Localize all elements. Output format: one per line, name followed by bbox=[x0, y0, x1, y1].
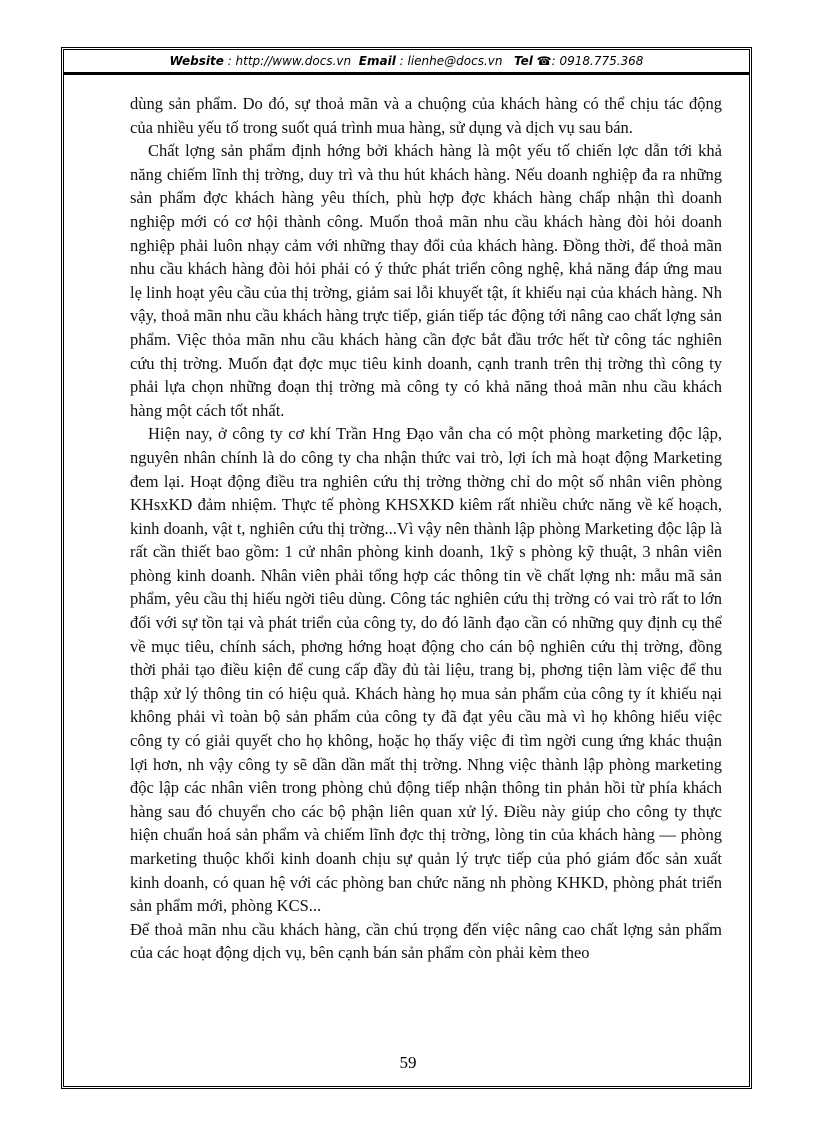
phone-icon: ☎ bbox=[536, 54, 552, 68]
email-value: : lienhe@docs.vn bbox=[399, 54, 503, 68]
paragraph: dùng sản phẩm. Do đó, sự thoả mãn và a chuộng của khách hàng có thể chịu tác động của nhiều yếu tố trong suốt quá trình mua hàng, sử dụng và dịch vụ sau bán. bbox=[130, 94, 722, 137]
document-body bbox=[130, 92, 722, 965]
email-label: Email bbox=[358, 54, 396, 68]
paragraph: Chất lợng sản phẩm định hớng bởi khách hàng là một yếu tố chiến lợc dẫn tới khả năng chiếm lĩnh thị trờng, duy trì và thu hút khách hàng. Nếu doanh nghiệp đa ra những sản phẩm đợc khách hàng yêu thích, phù hợp đợc khách hàng chấp nhận thì doanh nghiệp mới có cơ hội thành công. Muốn thoả mãn nhu cầu khách hàng đòi hỏi doanh nghiệp phải luôn nhạy cảm với những thay đổi của khách hàng. Đồng thời, để thoả mãn nhu cầu khách hàng đòi hỏi phải có ý thức phát triển công nghệ, khả năng đáp ứng mau lẹ linh hoạt yêu cầu của thị trờng, giảm sai lỗi khuyết tật, ít khiếu nại của khách hàng. Nh vậy, thoả mãn nhu cầu khách hàng trực tiếp, gián tiếp tác động tới nâng cao chất lợng sản phẩm. Việc thỏa mãn nhu cầu khách hàng cần đợc bắt đầu trớc hết từ công tác nghiên cứu thị trờng. Muốn đạt đợc mục tiêu kinh doanh, cạnh tranh trên thị trờng thì công ty phải lựa chọn những đoạn thị trờng mà công ty có khả năng thoả mãn nhu cầu khách hàng một cách tốt nhất. bbox=[130, 141, 722, 420]
tel-value: : 0918.775.368 bbox=[551, 54, 644, 68]
header-divider bbox=[64, 72, 749, 75]
page-header bbox=[64, 51, 749, 71]
tel-label: Tel bbox=[513, 54, 533, 68]
page-number: 59 bbox=[399, 1053, 417, 1072]
website-label: Website bbox=[169, 54, 224, 68]
paragraph: Để thoả mãn nhu cầu khách hàng, cần chú trọng đến việc nâng cao chất lợng sản phẩm của các hoạt động dịch vụ, bên cạnh bán sản phẩm còn phải kèm theo bbox=[130, 919, 722, 963]
website-value: : http://www.docs.vn bbox=[227, 54, 352, 68]
paragraph: Hiện nay, ở công ty cơ khí Trần Hng Đạo vẫn cha có một phòng marketing độc lập, nguyên nhân chính là do công ty cha nhận thức vai trò, lợi ích mà hoạt động Marketing đem lại. Hoạt động điều tra nghiên cứu thị trờng thờng chỉ do một số nhân viên phòng KHsxKD đảm nhiệm. Thực tế phòng KHSXKD kiêm rất nhiều chức năng về kế hoạch, kinh doanh, vật t, nghiên cứu thị trờng...Vì vậy nên thành lập phòng Marketing độc lập là rất cần thiết bao gồm: 1 cử nhân phòng kinh doanh, 1kỹ s phòng kỹ thuật, 3 nhân viên phòng kinh doanh. Nhân viên phải tổng hợp các thông tin về chất lợng nh: mẫu mã sản phẩm, yêu cầu thị hiếu ngời tiêu dùng. Công tác nghiên cứu thị trờng có vai trò rất to lớn đối với sự tồn tại và phát triển của công ty, do đó lãnh đạo cần có những quy định cụ thể về mục tiêu, chính sách, phơng hớng hoạt động cho cán bộ nghiên cứu thị trờng, đồng thời phải tạo điều kiện để cung cấp đầy đủ tài liệu, trang bị, phơng tiện làm việc để thu thập xử lý thông tin có hiệu quả. Khách hàng họ mua sản phẩm của công ty ít khiếu nại không phải vì toàn bộ sản phẩm của công ty đã đạt yêu cầu mà vì họ không hiểu việc công ty có giải quyết cho họ không, hoặc họ thấy việc đi tìm ngời cung ứng khác thuận lợi hơn, nh vậy công ty sẽ dần dần mất thị trờng. Nhng việc thành lập phòng marketing độc lập các nhân viên trong phòng chủ động tiếp nhận thông tin phản hồi từ phía khách hàng sau đó chuyển cho các bộ phận liên quan xử lý. Điều này giúp cho công ty thực hiện chuẩn hoá sản phẩm và chiếm lĩnh đợc thị trờng, lòng tin của khách hàng — phòng marketing thuộc khối kinh doanh chịu sự quản lý trực tiếp của phó giám đốc sản xuất kinh doanh, có quan hệ với các phòng ban chức năng nh phòng KHKD, phòng phát triển sản phẩm mới, phòng KCS... bbox=[130, 424, 722, 916]
